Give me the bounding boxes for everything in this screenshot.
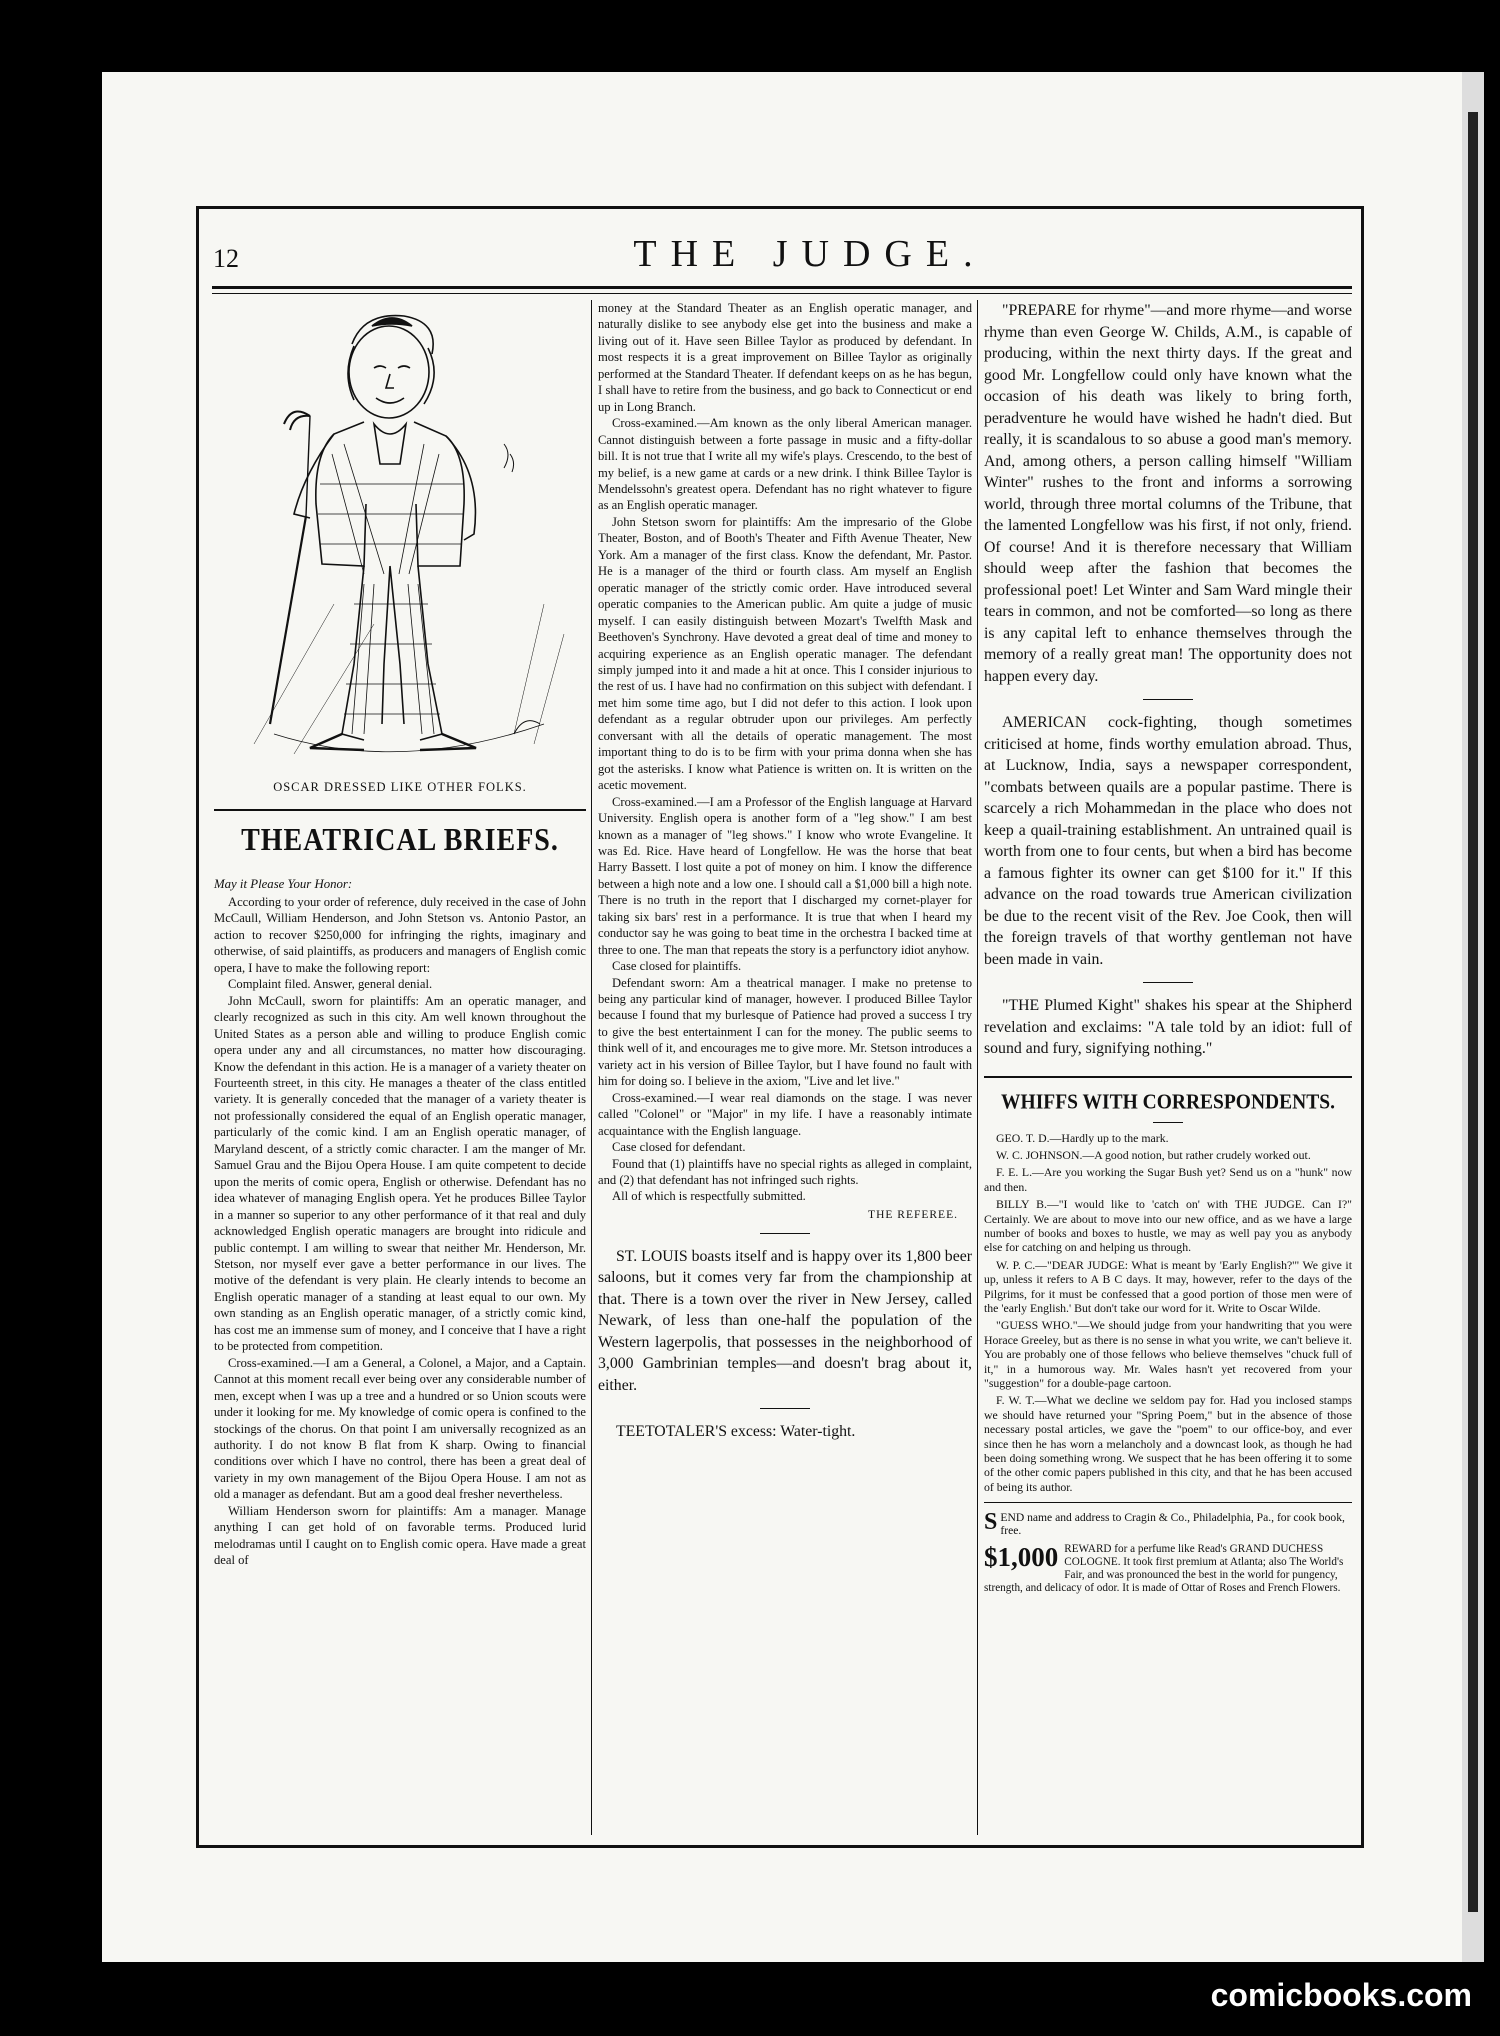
paragraph: Case closed for defendant. (612, 1140, 746, 1155)
paragraph: Cross-examined.—Am known as the only liberal American manager. Cannot distinguish between a forte passage in music and a fifty-dollar bill. It is not true that I write all my wife's plays. Crescendo, to the best of my belief, is a new game at cards or a new drink. I think Billee Taylor is Mendelssohn's greatest opera. Defendant has no right whatever to figure as an English operatic manager. (598, 416, 972, 513)
column-1 (214, 300, 586, 1569)
masthead-rule (212, 286, 1352, 289)
paragraph: Found that (1) plaintiffs have no special rights as alleged in complaint, and (2) that defendant has not infringed such rights. (598, 1156, 972, 1188)
list-item: GEO. T. D.—Hardly up to the mark. (996, 1130, 1169, 1145)
paragraph: Complaint filed. Answer, general denial. (228, 977, 433, 992)
short-divider (760, 1233, 810, 1234)
paragraph: John Stetson sworn for plaintiffs: Am the impresario of the Globe Theater, Boston, and of Booth's Theater and Fifth Avenue Theater, New York. Am a manager of the first class. Know the defendant, Mr. Pastor. He is a manager of the third or fourth class. Am myself an English operatic manager of the strictly comic order. Have introduced several operatic companies to the American public. Am quite a judge of music myself. I can easily distinguish between Mozart's Twelfth Mask and Beethoven's Synchrony. Have devoted a great deal of time and money to acquiring experience as an English operatic manager. The defendant simply jumped into it and made a hit at once. This I consider injurious to the rest of us. I have had no confirmation on this subject with defendant. I met him some time ago, but I did not defer to this action. I look upon defendant as a regular obtruder upon our privileges. Am perfectly conversant with all the details of operatic management. The most important thing to do is to be firm with your prima donna when she has got the asterisks. I know what Patience is written on. It is written on the acetic movement. (598, 514, 972, 793)
reward-text: REWARD for a perfume like Read's GRAND DUCHESS COLOGNE. It took first premium at Atlanta; also The World's Fair, and was pronounced the best in the world for pungency, strength, and delicacy of odor. It is made of Ottar of Roses and French Flowers. (984, 1543, 1344, 1594)
cookbook-advertisement (984, 1511, 1352, 1537)
stlouis-item (598, 1246, 972, 1397)
column-divider-2 (977, 300, 978, 1835)
short-divider (1143, 982, 1193, 983)
whiffs-list (984, 1131, 1352, 1495)
list-item: "GUESS WHO."—We should judge from your handwriting that you were Horace Greeley, but as there is no sense in what you write, we can't believe it. You are probably one of those fellows who believe themselves "chuck full of it," in a humorous way. Mr. Wales hasn't yet recovered from your "suggestion" for a double-page cartoon. (984, 1318, 1352, 1390)
ad-drop-cap: S (984, 1509, 998, 1536)
ad-text: END name and address to Cragin & Co., Philadelphia, Pa., for cook book, free. (1000, 1511, 1345, 1538)
salutation: May it Please Your Honor: (214, 877, 353, 891)
list-item: F. E. L.—Are you working the Sugar Bush yet? Send us on a "hunk" now and then. (984, 1165, 1352, 1194)
paragraph: John McCaull, sworn for plaintiffs: Am an operatic manager, and clearly recognized as such in this city. Am well known throughout the United States as a person able and willing to produce English comic opera under any and all circumstances, no matter how discouraging. Know the defendant in this action. He is a manager of a variety theater on Fourteenth street, in this city. He manages a theater of the class entitled variety. It is generally conceded that the manager of a variety theater is not professionally considered the equal of an English operatic manager, particularly of the comic kind. I am an English operatic manager, of Maryland descent, of a strictly comic character. I am the manger of Mr. Samuel Grau and the Bijou Opera House. I am quite competent to decide upon the merits of comic opera, English or otherwise. Defendant has no idea whatever of managing English opera. Yet he produces Billee Taylor in a manner so superior to any other performance of it that real and duly acknowledged English operatic managers are brought into ridicule and public contempt. I am willing to swear that neither Mr. Henderson, Mr. Stetson, nor myself ever gave a better performance in our lives. The motive of the defendant is very plain. He clearly intends to become an English operatic manager of a standing at least equal to our own. My own standing as an English operatic manager, of a strictly comic kind, has cost me an immense sum of money, and I conceive that I have a right to be protected from competition. (214, 993, 586, 1354)
next-page-shadow (1468, 112, 1478, 1912)
theatrical-col2-text (598, 300, 972, 1205)
caricature-illustration (214, 304, 586, 774)
ad-divider (984, 1502, 1352, 1503)
paragraph: Defendant sworn: Am a theatrical manager. I make no pretense to being any particular kind of manager, however. I produced Billee Taylor because I found that my burlesque of Patience had proved a success I try to give the best entertainment I can for the money. The public seems to think well of it, and encourages me to give more. Mr. Stetson introduces a variety act in his version of Billee Taylor, but I have found no fault with him for doing so. I believe in the axiom, "Live and let live." (598, 975, 972, 1089)
section-divider (984, 1076, 1352, 1078)
reward-advertisement (984, 1543, 1352, 1594)
illustration-caption: OSCAR DRESSED LIKE OTHER FOLKS. (273, 780, 527, 794)
page-number: 12 (213, 244, 239, 273)
paragraph: All of which is respectfully submitted. (612, 1189, 806, 1204)
whiffs-headline: WHIFFS WITH CORRESPONDENTS. (1001, 1090, 1335, 1114)
list-item: F. W. T.—What we decline we seldom pay for. Had you inclosed stamps we should have returned your "Spring Poem," but in the absence of those necessary postal articles, we gave the "poem" to our office-boy, and ever since then he has worn a melancholy and a downcast look, as though he had been doing something wrong. We suspect that he has been offering it to some of the other comic papers published in this city, and that he has been accused of being its author. (984, 1393, 1352, 1494)
cockfighting-paragraph: AMERICAN cock-fighting, though sometimes criticised at home, finds worthy emulation abroad. Thus, at Lucknow, India, says a newspaper correspondent, "combats between quails are a popular pastime. There is scarcely a rich Mohammedan in the place who does not keep a quail-training establishment. An untrained quail is worth from one to four cents, but when a bird has become a famous fighter its owner can get $100 for it." If this advance on the road towards true American civilization be due to the recent visit of the Rev. Joe Cook, then will the foreign travels of that worthy gentleman not have been made in vain. (984, 714, 1352, 968)
list-item: W. C. JOHNSON.—A good notion, but rather crudely worked out. (996, 1147, 1311, 1162)
oscar-caricature-drawing (214, 304, 586, 774)
reward-amount: $1,000 (984, 1542, 1059, 1573)
paragraph: According to your order of reference, duly received in the case of John McCaull, William Henderson, and John Stetson vs. Antonio Pastor, an action to recover $250,000 for infringing the rights, imaginary and otherwise, of said plaintiffs, as producers and managers of English comic opera, I have to make the following report: (214, 895, 586, 975)
paragraph: Cross-examined.—I am a Professor of the English language at Harvard University. English opera is another form of a "leg show." I am best known as a manager of "leg shows." I know who wrote Evangeline. It was Ed. Rice. Have heard of Longfellow. He was the horse that beat Harry Bassett. I lost quite a pot of money on him. I know the difference between a high note and a low one. I should call a $1,000 bill a high note. There is no truth in the report that I discharged my cornet-player for taking six bars' rest in a performance. It is true that when I heard my conductor say he was going to beat time in the orchestra I backed time at three to one. The man that repeats the story is a perfunctory idiot anyhow. (598, 794, 972, 957)
paragraph: TEETOTALER'S excess: Water-tight. (616, 1423, 856, 1441)
theatrical-col1-text (214, 894, 586, 1569)
section-divider (214, 809, 586, 811)
theatrical-briefs-headline: THEATRICAL BRIEFS. (241, 822, 559, 859)
column-divider-1 (591, 300, 592, 1835)
next-page-edge (1462, 72, 1484, 1962)
short-divider (760, 1408, 810, 1409)
column-3 (984, 300, 1352, 1594)
paragraph: ST. LOUIS boasts itself and is happy over its 1,800 beer saloons, but it comes very far from the championship at that. There is a town over the river in New Jersey, called Newark, of less than one-half the population of the Western lagerpolis, that possesses in the neighborhood of 3,000 Gambrinian temples—and doesn't brag about it, either. (598, 1247, 972, 1394)
plumed-knight-paragraph: "THE Plumed Kight" shakes his spear at the Shipherd revelation and exclaims: "A tale told by an idiot: full of sound and fury, signifying nothing." (984, 997, 1352, 1057)
masthead-rule-thin (212, 293, 1352, 294)
paragraph: William Henderson sworn for plaintiffs: Am a manager. Manage anything I can get hold of on favorable terms. Produced lurid melodramas until I caught on to English comic opera. Have made a great deal of (214, 1503, 586, 1568)
paragraph: Cross-examined.—I am a General, a Colonel, a Major, and a Captain. Cannot at this moment recall ever being over any considerable number of men, except when I was up a tree and a hundred or so Union scouts were under it looking for me. My knowledge of comic opera is confined to the stockings of the chorus. On that point I am universally recognized as an authority. I do not know B flat from K sharp. Owing to financial conditions over which I have no control, there has been a great deal of variety in my own management of the Bijou Opera House. I am not as old a manager as defendant. But am a good deal fresher nevertheless. (214, 1355, 586, 1502)
teetotaler-item (598, 1421, 972, 1443)
longfellow-paragraph: "PREPARE for rhyme"—and more rhyme—and worse rhyme than even George W. Childs, A.M., is capable of producing, within the next thirty days. If the great and good Mr. Longfellow could only have known what the occasion of his death was likely to bring forth, peradventure he would have wished he hadn't died. But really, it is scandalous to so abuse a good man's memory. And, among others, a person calling himself "William Winter" rushes to the front and informs a sorrowing world, through three mortal columns of the Tribune, that the lamented Longfellow was his first, if not only, friend. Of course! And it is therefore necessary that William should weep after the fashion that becomes the professional poet! Let Winter and Sam Ward mingle their tears in common, and not be comforted—so long as there is any capital left to enhance themselves through the memory of a really great man! The opportunity does not happen every day. (984, 302, 1352, 685)
paragraph: Cross-examined.—I wear real diamonds on the stage. I was never called "Colonel" or "Major" in my life. I have a reasonably intimate acquaintance with the English language. (598, 1090, 972, 1138)
column-2 (598, 300, 972, 1443)
referee-signoff: THE REFEREE. (868, 1208, 958, 1221)
list-item: BILLY B.—"I would like to 'catch on' with THE JUDGE. Can I?" Certainly. We are about to move into our new office, and as we have a large number of books and boxes to hustle, we may as well pay you as anybody else for catching on and helping us through. (984, 1197, 1352, 1255)
site-watermark: comicbooks.com (1210, 1977, 1472, 2013)
short-divider (1143, 699, 1193, 700)
paragraph: Case closed for plaintiffs. (612, 959, 742, 974)
short-divider (1153, 1122, 1183, 1123)
list-item: W. P. C.—"DEAR JUDGE: What is meant by 'Early English?'" We give it up, unless it refers to A B C days. It may, however, refer to the days of the Pilgrims, for it must be confessed that a good portion of those men were of the 'early English.' But don't take our word for it. Write to Oscar Wilde. (984, 1257, 1352, 1315)
masthead-title: THE JUDGE. (633, 233, 987, 275)
editorial-items (984, 300, 1352, 1060)
paragraph: money at the Standard Theater as an English operatic manager, and naturally dislike to see anybody else get into the business and make a living out of it. Have seen Billee Taylor as produced by defendant. In most respects it is a great improvement on Billee Taylor as originally performed at the Standard Theater. If defendant keeps on as he has begun, I shall have to retire from the business, and go back to Connecticut or end up in Long Branch. (598, 301, 972, 414)
